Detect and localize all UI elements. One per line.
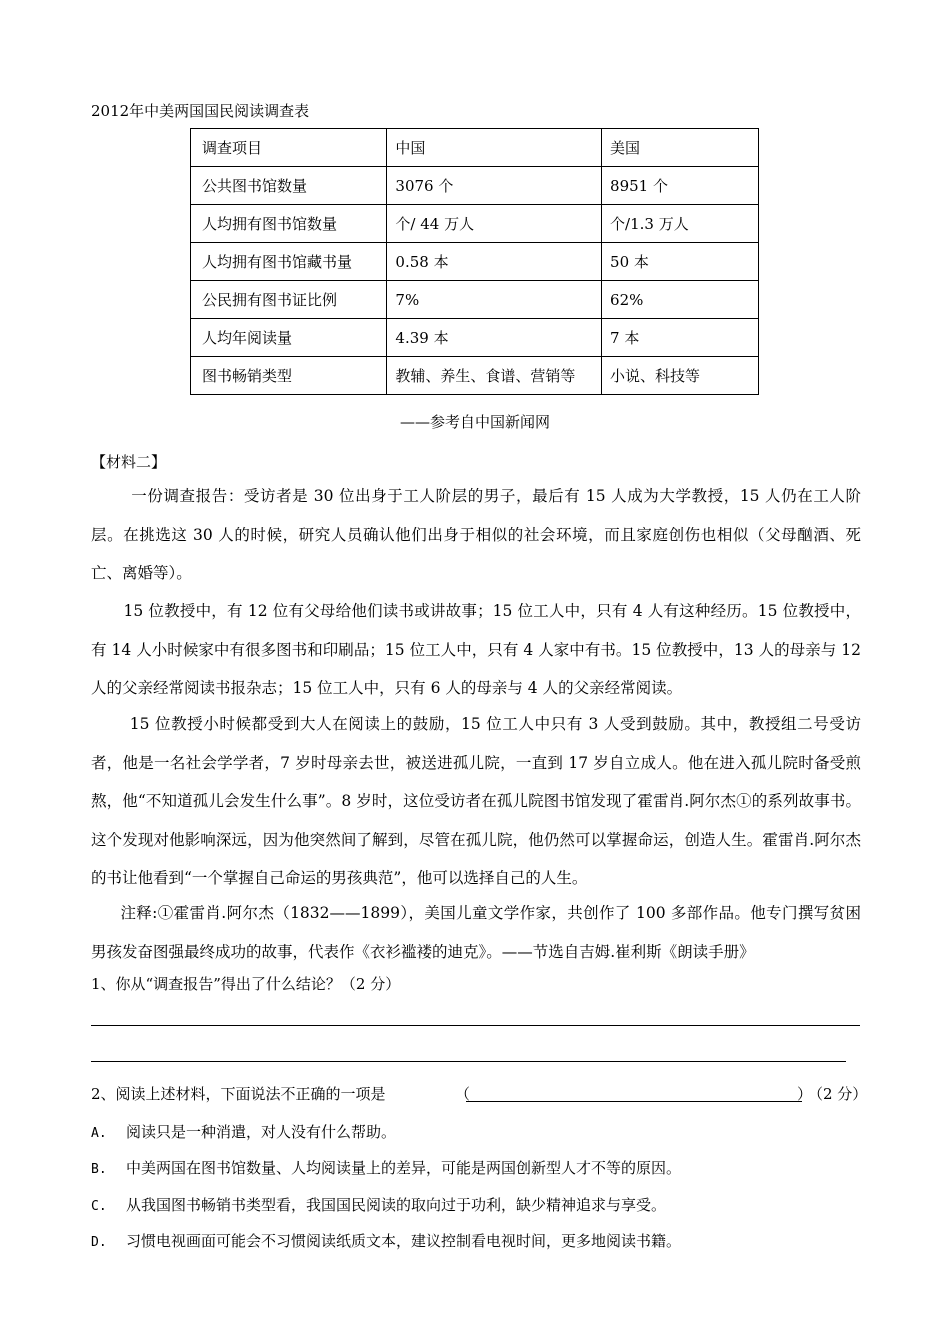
table-cell: 公共图书馆数量 — [191, 167, 387, 205]
option-letter: C. — [91, 1199, 107, 1214]
table-cell: 3076 个 — [387, 167, 602, 205]
option-text: 阅读只是一种消遣，对人没有什么帮助。 — [126, 1123, 397, 1141]
table-cell: 人均拥有图书馆藏书量 — [191, 243, 387, 281]
table-title: 2012年中美两国国民阅读调查表 — [91, 102, 310, 120]
paragraph-footnote: 注释:①霍雷肖.阿尔杰（1832——1899），美国儿童文学作家，共创作了 100 多部作品。他专门撰写贫困男孩发奋图强最终成功的故事，代表作《衣衫褴褛的迪克》。——节选自吉姆.崔利斯《朗读手册》 — [91, 904, 861, 961]
table-header-row — [191, 129, 759, 167]
question-two-open-paren: （ — [455, 1085, 471, 1103]
answer-line-1[interactable] — [91, 1025, 860, 1026]
option-text: 中美两国在图书馆数量、人均阅读量上的差异，可能是两国创新型人才不等的原因。 — [126, 1159, 682, 1177]
table-cell: 个/ 44 万人 — [387, 205, 602, 243]
option-letter: B. — [91, 1162, 107, 1177]
paragraph-reading-comparison: 15 位教授中，有 12 位有父母给他们读书或讲故事；15 位工人中，只有 4 人有这种经历。15 位教授中，有 14 人小时候家中有很多图书和印刷品；15 位工人中，只有 4 人家中有书。15 位教授中，13 人的母亲与 12 人的父亲经常阅读书报杂志；15 位工人中，只有 6 人的母亲与 4 人的父亲经常阅读。 — [91, 602, 861, 697]
table-cell: 0.58 本 — [387, 243, 602, 281]
table-row — [191, 167, 759, 205]
table-cell: 人均拥有图书馆数量 — [191, 205, 387, 243]
question-two — [91, 1083, 386, 1104]
question-two-close-paren: ） — [797, 1085, 813, 1103]
option-text: 习惯电视画面可能会不习惯阅读纸质文本，建议控制看电视时间，更多地阅读书籍。 — [126, 1232, 682, 1250]
table-cell: 人均年阅读量 — [191, 319, 387, 357]
paragraph-encouragement: 15 位教授小时候都受到大人在阅读上的鼓励，15 位工人中只有 3 人受到鼓励。其中，教授组二号受访者，他是一名社会学学者，7 岁时母亲去世，被送进孤儿院，一直到 17 岁自立成人。他在进入孤儿院时备受煎熬，他“不知道孤儿会发生什么事”。8 岁时，这位受访者在孤儿院图书馆发现了霍雷肖.阿尔杰①的系列故事书。这个发现对他影响深远，因为他突然间了解到，尽管在孤儿院，他仍然可以掌握命运，创造人生。霍雷肖.阿尔杰的书让他看到“一个掌握自己命运的男孩典范”，他可以选择自己的人生。 — [91, 715, 861, 887]
table-header-cell: 美国 — [602, 129, 759, 167]
table-cell: 7 本 — [602, 319, 759, 357]
table-header-cell: 调查项目 — [191, 129, 387, 167]
table-header-cell: 中国 — [387, 129, 602, 167]
question-one: 1、你从“调查报告”得出了什么结论？（2 分） — [91, 975, 401, 993]
table-source: ——参考自中国新闻网 — [400, 413, 551, 431]
paragraph-survey-report: 一份调查报告：受访者是 30 位出身于工人阶层的男子，最后有 15 人成为大学教授，15 人仍在工人阶层。在挑选这 30 人的时候，研究人员确认他们出身于相似的社会环境，而且家庭创伤也相似（父母酗酒、死亡、离婚等）。 — [91, 487, 861, 582]
option-d[interactable] — [91, 1230, 681, 1251]
question-two-score: （2 分） — [808, 1085, 868, 1103]
table-cell: 图书畅销类型 — [191, 357, 387, 395]
table-cell: 小说、科技等 — [602, 357, 759, 395]
table-cell: 4.39 本 — [387, 319, 602, 357]
answer-blank[interactable] — [466, 1101, 802, 1102]
option-b[interactable] — [91, 1157, 681, 1178]
table-row — [191, 243, 759, 281]
answer-line-2[interactable] — [91, 1061, 846, 1062]
table-cell: 教辅、养生、食谱、营销等 — [387, 357, 602, 395]
table-row — [191, 319, 759, 357]
option-letter: D. — [91, 1235, 107, 1250]
table-cell: 8951 个 — [602, 167, 759, 205]
table-cell: 50 本 — [602, 243, 759, 281]
table-row — [191, 205, 759, 243]
table-row — [191, 281, 759, 319]
option-letter: A. — [91, 1126, 107, 1141]
option-a[interactable] — [91, 1121, 396, 1142]
table-cell: 7% — [387, 281, 602, 319]
option-text: 从我国图书畅销书类型看，我国国民阅读的取向过于功利，缺少精神追求与享受。 — [126, 1196, 667, 1214]
question-two-text: 2、阅读上述材料，下面说法不正确的一项是 — [91, 1085, 386, 1103]
material-two-heading: 【材料二】 — [91, 453, 167, 471]
survey-table — [190, 128, 759, 395]
table-cell: 62% — [602, 281, 759, 319]
table-cell: 公民拥有图书证比例 — [191, 281, 387, 319]
table-row — [191, 357, 759, 395]
table-cell: 个/1.3 万人 — [602, 205, 759, 243]
option-c[interactable] — [91, 1194, 666, 1215]
